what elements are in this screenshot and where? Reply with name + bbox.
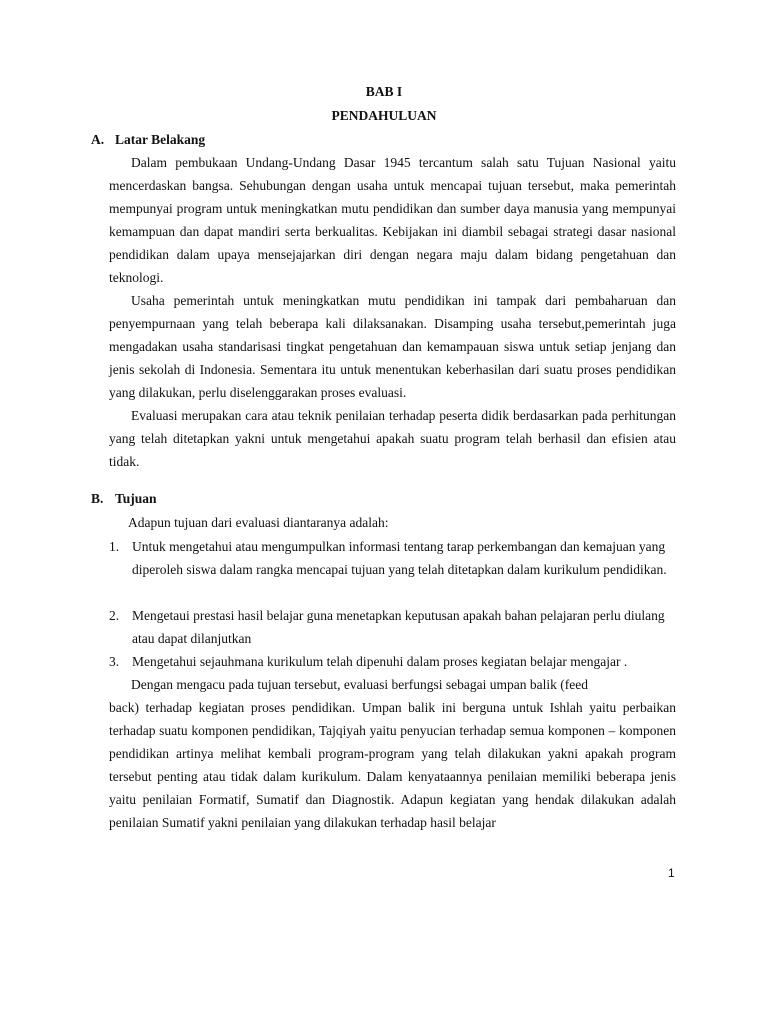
section-b-intro: Adapun tujuan dari evaluasi diantaranya adalah: xyxy=(128,515,389,530)
chapter-label: BAB I xyxy=(365,84,403,99)
list-item xyxy=(109,650,676,673)
paragraph-a-3: Evaluasi merupakan cara atau teknik penilaian terhadap peserta didik berdasarkan pada perhitungan yang telah ditetapkan yakni untuk mengetahui apakah suatu program telah berhasil dan efisien atau tidak. xyxy=(109,408,676,469)
section-a-heading xyxy=(91,132,205,148)
list-item xyxy=(109,535,676,581)
section-a-number: A. xyxy=(91,132,105,147)
closing-first-line: Dengan mengacu pada tujuan tersebut, evaluasi berfungsi sebagai umpan balik (feed xyxy=(131,677,588,692)
page-number: 1 xyxy=(668,866,675,880)
list-item-text: Mengetaui prestasi hasil belajar guna menetapkan keputusan apakah bahan pelajaran perlu diulang atau dapat dilanjutkan xyxy=(132,608,665,646)
section-a-title: Latar Belakang xyxy=(115,132,206,147)
list-item xyxy=(109,604,676,650)
list-item-text: Untuk mengetahui atau mengumpulkan informasi tentang tarap perkembangan dan kemajuan yang diperoleh siswa dalam rangka mencapai tujuan yang telah ditetapkan dalam kurikulum pendidikan. xyxy=(132,539,667,577)
paragraph-a-1: Dalam pembukaan Undang-Undang Dasar 1945 tercantum salah satu Tujuan Nasional yaitu mencerdaskan bangsa. Sehubungan dengan usaha untuk mencapai tujuan tersebut, maka pemerintah mempunyai program untuk meningkatkan mutu pendidikan dan sumber daya manusia yang mempunyai kemampuan dan dapat mandiri serta berkualitas. Kebijakan ini diambil sebagai strategi dasar nasional pendidikan dalam upaya mensejajarkan diri dengan negara maju dalam bidang pengetahuan dan teknologi. xyxy=(109,155,676,285)
list-item-number: 2. xyxy=(109,608,120,623)
section-b-title: Tujuan xyxy=(115,491,157,506)
section-b-number: B. xyxy=(91,491,104,506)
closing-paragraph: back) terhadap kegiatan proses pendidikan. Umpan balik ini berguna untuk Ishlah yaitu perbaikan terhadap suatu komponen pendidikan, Tajqiyah yaitu penyucian terhadap semua komponen – komponen pendidikan artinya melihat kembali program-program yang telah dilakukan yakni apakah program tersebut penting atau tidak dalam kurikulum. Dalam kenyataannya penilaian memiliki beberapa jenis yaitu penilaian Formatif, Sumatif dan Diagnostik. Adapun kegiatan yang hendak dilakukan adalah penilaian Sumatif yakni penilaian yang dilakukan terhadap hasil belajar xyxy=(109,700,676,830)
paragraph-a-2: Usaha pemerintah untuk meningkatkan mutu pendidikan ini tampak dari pembaharuan dan penyempurnaan yang telah beberapa kali dilaksanakan. Disamping usaha tersebut,pemerintah juga mengadakan usaha standarisasi tingkat pengetahuan dan kemampauan siswa untuk setiap jenjang dan jenis sekolah di Indonesia. Sementara itu untuk menentukan keberhasilan dari suatu proses pendidikan yang dilakukan, perlu diselenggarakan proses evaluasi. xyxy=(109,293,676,400)
list-item-number: 1. xyxy=(109,539,120,554)
section-b-heading xyxy=(91,491,157,507)
list-item-text: Mengetahui sejauhmana kurikulum telah dipenuhi dalam proses kegiatan belajar mengajar . xyxy=(132,654,628,669)
list-item-number: 3. xyxy=(109,654,120,669)
chapter-title: PENDAHULUAN xyxy=(331,108,437,123)
